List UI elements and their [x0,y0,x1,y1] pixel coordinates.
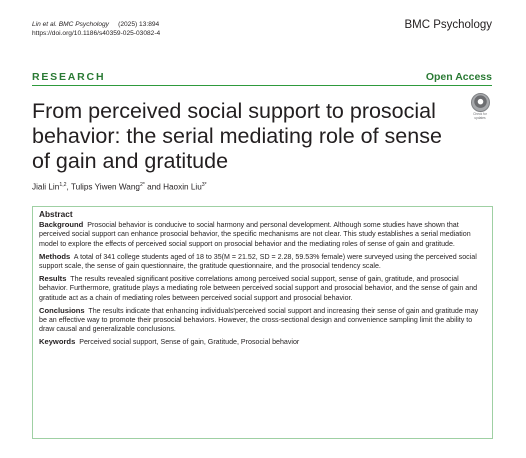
citation-line [32,20,160,29]
badge-text-line2: updates [474,115,486,120]
citation-journal: Lin et al. BMC Psychology [32,21,109,28]
author-name[interactable]: Jiali Lin [32,182,60,192]
badge-text-line1: Check for [473,112,487,116]
methods-label: Methods [39,251,71,261]
background-text: Prosocial behavior is conducive to social harmony and personal development. Although some studies have shown that perceived social support can enhance prosocial behavior, the specific mechanisms are not clear. This study establishes a serial mediation model to explore the effects of perceived social support on prosocial behavior and the mediating roles of sense of gain and gratitude. [39,221,471,248]
results-text: The results revealed significant positive correlations among perceived social support, sense of gain, gratitude, and prosocial behavior. Furthermore, gratitude plays a mediating role between perceived social support and prosocial behavior, and the sense of gain and gratitude act as a chain of mediating roles between perceived social support and prosocial behavior. [39,275,478,302]
author-name[interactable]: Haoxin Liu [163,182,202,192]
abstract-keywords [39,337,486,347]
author-name[interactable]: Tulips Yiwen Wang [70,182,140,192]
open-access-label: Open Access [425,71,492,83]
keywords-text: Perceived social support, Sense of gain, Gratitude, Prosocial behavior [79,338,300,347]
conclusions-text: The results indicate that enhancing individuals'perceived social support and increasing their sense of gain and gratitude may be an effective way to promote their prosocial behaviors. However, the cross-sectional design and convenience sampling limit the ability to draw causal and generalizable conclusions. [39,306,479,334]
abstract-heading: Abstract [39,209,73,219]
section-label: RESEARCH [32,71,106,83]
background-label: Background [39,220,84,230]
author-affiliation: 1,2 [59,182,67,188]
abstract-methods [39,252,486,271]
update-check-icon [471,93,490,112]
author-list [32,182,207,192]
abstract-box [32,206,493,439]
keywords-label: Keywords [39,337,76,347]
citation-block [32,20,160,38]
author-separator: , [66,182,71,192]
author-separator: and [144,182,164,192]
abstract-conclusions [39,306,486,335]
check-for-updates-badge[interactable] [468,93,492,123]
abstract-results [39,274,486,303]
author-affiliation: 3* [201,182,207,188]
results-label: Results [39,274,67,284]
badge-text [473,113,487,120]
conclusions-label: Conclusions [39,305,85,315]
citation-volume: (2025) 13:894 [118,21,160,28]
doi-link[interactable]: https://doi.org/10.1186/s40359-025-03082-4 [32,30,161,37]
author-affiliation: 2* [139,182,145,188]
methods-text: A total of 341 college students aged of 18 to 35(M = 21.52, SD = 2.28, 59.53% female) were surveyed using the perceived social support scale, the sense of gain questionnaire, the gratitude questionnaire, and the prosocial tendency scale. [39,252,477,271]
article-title: From perceived social support to prosocial behavior: the serial mediating role of sense of gain and gratitude [32,99,442,173]
journal-brand[interactable]: BMC Psychology [404,19,492,31]
abstract-background [39,220,486,249]
section-bar [32,71,492,86]
